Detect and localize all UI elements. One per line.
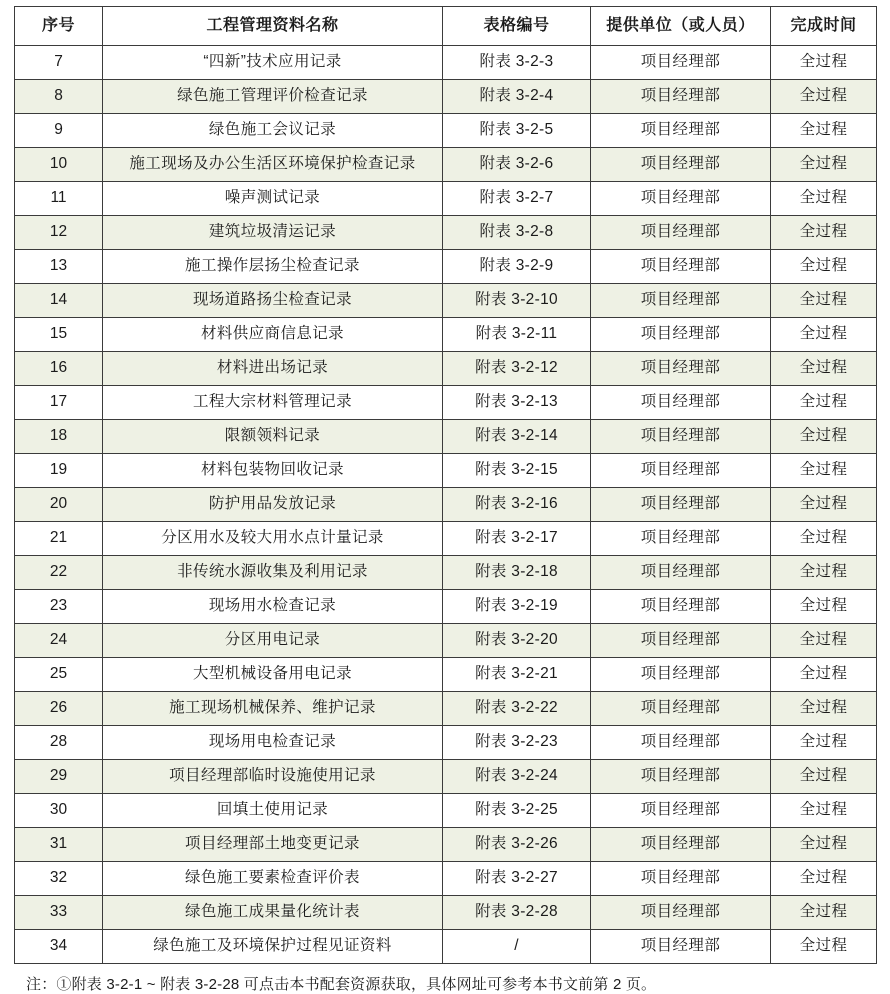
cell-form-code: 附表 3-2-3 <box>443 46 591 80</box>
cell-index: 19 <box>15 454 103 488</box>
cell-provider: 项目经理部 <box>591 658 771 692</box>
cell-index: 32 <box>15 862 103 896</box>
cell-form-code: 附表 3-2-20 <box>443 624 591 658</box>
table-row <box>15 658 877 692</box>
column-header-form-code: 表格编号 <box>443 7 591 46</box>
cell-form-code: 附表 3-2-17 <box>443 522 591 556</box>
cell-document-name: 材料包装物回收记录 <box>103 454 443 488</box>
cell-form-code: 附表 3-2-7 <box>443 182 591 216</box>
table-row <box>15 216 877 250</box>
cell-form-code: 附表 3-2-8 <box>443 216 591 250</box>
cell-index: 20 <box>15 488 103 522</box>
cell-provider: 项目经理部 <box>591 760 771 794</box>
cell-provider: 项目经理部 <box>591 624 771 658</box>
table-row <box>15 590 877 624</box>
table-row <box>15 896 877 930</box>
cell-document-name: “四新”技术应用记录 <box>103 46 443 80</box>
column-header-completion-time: 完成时间 <box>771 7 877 46</box>
cell-document-name: 防护用品发放记录 <box>103 488 443 522</box>
cell-completion-time: 全过程 <box>771 46 877 80</box>
table-row <box>15 794 877 828</box>
cell-completion-time: 全过程 <box>771 522 877 556</box>
cell-provider: 项目经理部 <box>591 284 771 318</box>
cell-provider: 项目经理部 <box>591 556 771 590</box>
cell-index: 14 <box>15 284 103 318</box>
cell-index: 9 <box>15 114 103 148</box>
cell-provider: 项目经理部 <box>591 522 771 556</box>
cell-document-name: 施工现场及办公生活区环境保护检查记录 <box>103 148 443 182</box>
cell-index: 8 <box>15 80 103 114</box>
cell-document-name: 现场道路扬尘检查记录 <box>103 284 443 318</box>
cell-index: 12 <box>15 216 103 250</box>
cell-index: 11 <box>15 182 103 216</box>
cell-index: 24 <box>15 624 103 658</box>
cell-completion-time: 全过程 <box>771 386 877 420</box>
cell-form-code: 附表 3-2-27 <box>443 862 591 896</box>
cell-index: 16 <box>15 352 103 386</box>
cell-index: 30 <box>15 794 103 828</box>
cell-provider: 项目经理部 <box>591 862 771 896</box>
cell-completion-time: 全过程 <box>771 658 877 692</box>
cell-document-name: 材料进出场记录 <box>103 352 443 386</box>
cell-completion-time: 全过程 <box>771 284 877 318</box>
cell-completion-time: 全过程 <box>771 726 877 760</box>
cell-index: 34 <box>15 930 103 964</box>
table-row <box>15 454 877 488</box>
cell-form-code: 附表 3-2-28 <box>443 896 591 930</box>
column-header-index: 序号 <box>15 7 103 46</box>
cell-provider: 项目经理部 <box>591 182 771 216</box>
cell-index: 29 <box>15 760 103 794</box>
cell-form-code: 附表 3-2-14 <box>443 420 591 454</box>
cell-completion-time: 全过程 <box>771 216 877 250</box>
table-row <box>15 148 877 182</box>
cell-completion-time: 全过程 <box>771 760 877 794</box>
cell-provider: 项目经理部 <box>591 318 771 352</box>
cell-document-name: 现场用水检查记录 <box>103 590 443 624</box>
cell-completion-time: 全过程 <box>771 114 877 148</box>
cell-document-name: 现场用电检查记录 <box>103 726 443 760</box>
cell-completion-time: 全过程 <box>771 862 877 896</box>
table-row <box>15 488 877 522</box>
cell-provider: 项目经理部 <box>591 454 771 488</box>
cell-provider: 项目经理部 <box>591 488 771 522</box>
cell-form-code: 附表 3-2-24 <box>443 760 591 794</box>
cell-document-name: 绿色施工要素检查评价表 <box>103 862 443 896</box>
table-row <box>15 760 877 794</box>
cell-index: 10 <box>15 148 103 182</box>
cell-form-code: 附表 3-2-12 <box>443 352 591 386</box>
cell-form-code: 附表 3-2-6 <box>443 148 591 182</box>
cell-form-code: 附表 3-2-4 <box>443 80 591 114</box>
cell-provider: 项目经理部 <box>591 386 771 420</box>
cell-index: 7 <box>15 46 103 80</box>
cell-document-name: 施工现场机械保养、维护记录 <box>103 692 443 726</box>
table-row <box>15 352 877 386</box>
cell-completion-time: 全过程 <box>771 250 877 284</box>
cell-provider: 项目经理部 <box>591 250 771 284</box>
cell-form-code: 附表 3-2-26 <box>443 828 591 862</box>
cell-provider: 项目经理部 <box>591 352 771 386</box>
cell-document-name: 项目经理部土地变更记录 <box>103 828 443 862</box>
cell-provider: 项目经理部 <box>591 896 771 930</box>
cell-form-code: 附表 3-2-18 <box>443 556 591 590</box>
cell-document-name: 绿色施工会议记录 <box>103 114 443 148</box>
cell-completion-time: 全过程 <box>771 182 877 216</box>
cell-completion-time: 全过程 <box>771 454 877 488</box>
table-row <box>15 80 877 114</box>
table-row <box>15 556 877 590</box>
cell-provider: 项目经理部 <box>591 692 771 726</box>
cell-completion-time: 全过程 <box>771 80 877 114</box>
table-row <box>15 386 877 420</box>
cell-provider: 项目经理部 <box>591 930 771 964</box>
cell-provider: 项目经理部 <box>591 148 771 182</box>
cell-index: 23 <box>15 590 103 624</box>
table-header-row <box>15 7 877 46</box>
cell-provider: 项目经理部 <box>591 46 771 80</box>
cell-form-code: 附表 3-2-13 <box>443 386 591 420</box>
column-header-provider: 提供单位（或人员） <box>591 7 771 46</box>
cell-form-code: 附表 3-2-10 <box>443 284 591 318</box>
cell-document-name: 项目经理部临时设施使用记录 <box>103 760 443 794</box>
cell-completion-time: 全过程 <box>771 318 877 352</box>
cell-index: 25 <box>15 658 103 692</box>
cell-document-name: 回填土使用记录 <box>103 794 443 828</box>
cell-provider: 项目经理部 <box>591 420 771 454</box>
cell-document-name: 噪声测试记录 <box>103 182 443 216</box>
cell-provider: 项目经理部 <box>591 590 771 624</box>
table-row <box>15 46 877 80</box>
engineering-management-documents-table <box>14 6 877 964</box>
cell-form-code: 附表 3-2-21 <box>443 658 591 692</box>
cell-index: 13 <box>15 250 103 284</box>
cell-completion-time: 全过程 <box>771 488 877 522</box>
cell-provider: 项目经理部 <box>591 80 771 114</box>
cell-index: 22 <box>15 556 103 590</box>
table-row <box>15 182 877 216</box>
cell-completion-time: 全过程 <box>771 624 877 658</box>
cell-document-name: 施工操作层扬尘检查记录 <box>103 250 443 284</box>
cell-form-code: 附表 3-2-5 <box>443 114 591 148</box>
cell-provider: 项目经理部 <box>591 828 771 862</box>
cell-document-name: 分区用水及较大用水点计量记录 <box>103 522 443 556</box>
cell-index: 21 <box>15 522 103 556</box>
cell-form-code: 附表 3-2-9 <box>443 250 591 284</box>
cell-completion-time: 全过程 <box>771 828 877 862</box>
table-row <box>15 522 877 556</box>
table-row <box>15 862 877 896</box>
cell-document-name: 非传统水源收集及利用记录 <box>103 556 443 590</box>
cell-index: 17 <box>15 386 103 420</box>
cell-completion-time: 全过程 <box>771 148 877 182</box>
cell-document-name: 建筑垃圾清运记录 <box>103 216 443 250</box>
cell-form-code: 附表 3-2-25 <box>443 794 591 828</box>
cell-completion-time: 全过程 <box>771 896 877 930</box>
cell-form-code: 附表 3-2-22 <box>443 692 591 726</box>
table-row <box>15 114 877 148</box>
cell-index: 33 <box>15 896 103 930</box>
cell-provider: 项目经理部 <box>591 216 771 250</box>
cell-document-name: 分区用电记录 <box>103 624 443 658</box>
table-row <box>15 624 877 658</box>
column-header-document-name: 工程管理资料名称 <box>103 7 443 46</box>
cell-index: 26 <box>15 692 103 726</box>
table-row <box>15 420 877 454</box>
cell-completion-time: 全过程 <box>771 930 877 964</box>
cell-document-name: 大型机械设备用电记录 <box>103 658 443 692</box>
cell-index: 18 <box>15 420 103 454</box>
cell-completion-time: 全过程 <box>771 420 877 454</box>
cell-document-name: 绿色施工管理评价检查记录 <box>103 80 443 114</box>
cell-completion-time: 全过程 <box>771 556 877 590</box>
table-footnote: 注：①附表 3-2-1 ~ 附表 3-2-28 可点击本书配套资源获取，具体网址可参考本书文前第 2 页。 <box>26 976 657 993</box>
cell-provider: 项目经理部 <box>591 726 771 760</box>
table-row <box>15 284 877 318</box>
cell-provider: 项目经理部 <box>591 114 771 148</box>
cell-completion-time: 全过程 <box>771 692 877 726</box>
table-row <box>15 726 877 760</box>
cell-form-code: 附表 3-2-19 <box>443 590 591 624</box>
table-row <box>15 930 877 964</box>
cell-provider: 项目经理部 <box>591 794 771 828</box>
cell-index: 15 <box>15 318 103 352</box>
cell-document-name: 材料供应商信息记录 <box>103 318 443 352</box>
cell-document-name: 绿色施工成果量化统计表 <box>103 896 443 930</box>
cell-completion-time: 全过程 <box>771 590 877 624</box>
cell-form-code: 附表 3-2-23 <box>443 726 591 760</box>
cell-document-name: 绿色施工及环境保护过程见证资料 <box>103 930 443 964</box>
table-body <box>15 46 877 964</box>
cell-form-code: 附表 3-2-16 <box>443 488 591 522</box>
table-row <box>15 828 877 862</box>
table-row <box>15 318 877 352</box>
cell-index: 31 <box>15 828 103 862</box>
cell-form-code: / <box>443 930 591 964</box>
cell-form-code: 附表 3-2-15 <box>443 454 591 488</box>
cell-completion-time: 全过程 <box>771 794 877 828</box>
table-row <box>15 250 877 284</box>
table-row <box>15 692 877 726</box>
cell-document-name: 工程大宗材料管理记录 <box>103 386 443 420</box>
table-header <box>15 7 877 46</box>
cell-index: 28 <box>15 726 103 760</box>
cell-completion-time: 全过程 <box>771 352 877 386</box>
cell-form-code: 附表 3-2-11 <box>443 318 591 352</box>
cell-document-name: 限额领料记录 <box>103 420 443 454</box>
